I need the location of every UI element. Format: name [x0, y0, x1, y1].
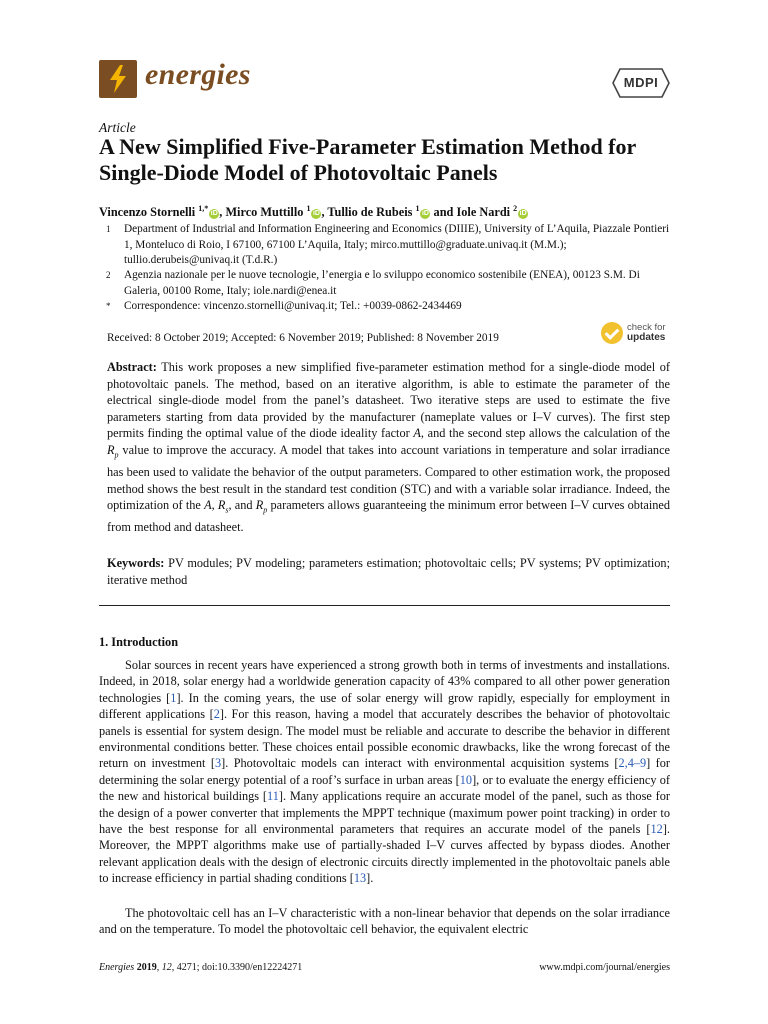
- publisher-name: MDPI: [623, 75, 659, 90]
- author-affiliation-marker: 1: [415, 204, 420, 213]
- journal-name[interactable]: energies: [145, 58, 251, 91]
- orcid-icon[interactable]: iD: [519, 210, 527, 218]
- article-type: Article: [99, 120, 136, 135]
- check-label-bottom: updates: [627, 332, 666, 343]
- author-affiliation-marker: 2: [513, 204, 518, 213]
- author-name[interactable]: Vincenzo Stornelli: [99, 205, 199, 220]
- paragraph-text: Solar sources in recent years have experienced a strong growth both in terms of investments and installations. Indeed, in 2018, solar energy had a worldwide generation capacity of 43% compared to all other power generation technologies [1]. In the coming years, the use of solar energy will grow rapidly, especially for employment in different applications [2]. For this reason, having a model that accurately describes the behavior of photovoltaic panels is essential for system design. The model must be reliable and accurate to describe the behavior in different environmental conditions better. These choices entail possible economic drawbacks, like the wrong forecast of the return on investment [3]. Photovoltaic models can interact with environmental acquisition systems [2,4–9] for determining the solar energy potential of a roof’s surface in urban areas [10], or to evaluate the energy efficiency of the new and historical buildings [11]. Many applications require an accurate model of the panel, such as those for the design of a power converter that implements the MPPT technique (maximum power point tracking) in order to have the best response for all environmental parameters that requires an accurate model of the panels [12]. Moreover, the MPPT algorithms make use of partially-shaded I–V curves affected by bypass diodes. Another relevant application deals with the design of electronic circuits directly implemented in the photovoltaic panels able to increase efficiency in partial shading conditions [13].: [99, 658, 671, 886]
- check-icon: [601, 322, 623, 344]
- author-affiliation-marker: 1,*: [198, 204, 209, 213]
- publisher-logo[interactable]: [612, 68, 670, 98]
- footer-doi: , 4271; doi:10.3390/en12224271: [171, 962, 303, 973]
- keywords-label: Keywords:: [107, 556, 165, 570]
- paper-title: A New Simplified Five-Parameter Estimation Method for Single-Diode Model of Photovoltaic Panels: [99, 134, 636, 185]
- affiliation-2: [99, 268, 674, 300]
- footer-url-link[interactable]: www.mdpi.com/journal/energies: [539, 962, 670, 973]
- author-affiliation-marker: 1: [306, 204, 311, 213]
- affiliation-number: 2: [106, 270, 111, 280]
- journal-logo-icon: [99, 60, 137, 98]
- affiliation-text: Department of Industrial and Information Engineering and Economics (DIIIE), University of L’Aquila, Piazzale Pontieri 1, Monteluco di Roio, I 67100, 67100 L’Aquila, Italy; mirco.muttillo@graduate.univaq.it (M.M.); tullio.derubeis@univaq.it (T.d.R.): [124, 223, 670, 267]
- correspondence: [99, 299, 674, 315]
- author-name[interactable]: Tullio de Rubeis: [327, 205, 416, 220]
- affiliation-number: 1: [106, 224, 111, 234]
- footer-citation: Energies 2019, 12, 4271; doi:10.3390/en12224271: [99, 962, 303, 973]
- orcid-icon[interactable]: iD: [421, 210, 429, 218]
- paragraph-text: The photovoltaic cell has an I–V characteristic with a non-linear behavior that depends on the solar irradiance and on the temperature. To model the photovoltaic cell behavior, the equivalent electric: [99, 906, 670, 937]
- check-for-updates-button[interactable]: [601, 322, 676, 348]
- author-name[interactable]: Mirco Muttillo: [225, 205, 307, 220]
- orcid-icon[interactable]: iD: [210, 210, 218, 218]
- footer-volume: 12: [161, 962, 172, 973]
- author-list: [99, 204, 679, 220]
- keywords-text: PV modules; PV modeling; parameters estimation; photovoltaic cells; PV systems; PV optimization; iterative method: [107, 556, 670, 587]
- intro-paragraph-2: [99, 905, 670, 938]
- check-label-top: check for: [627, 322, 666, 333]
- abstract-text: This work proposes a new simplified five-parameter estimation method for a single-diode model of photovoltaic panels. The method, based on an iterative algorithm, is able to estimate the parameter of the electrical single-diode model from the panel’s datasheet. Two iterative steps are used to estimate the five parameters starting from data provided by the manufacturer (nameplate values or I–V curves). The first step permits finding the optimal value of the diode ideality factor A, and the second step allows the calculation of the $R_p$ value to improve the accuracy. A model that takes into account variations in temperature and solar irradiance has been used to validate the behavior of the output parameters. Compared to other estimation work, the proposed method shows the best result in the standard test condition (STC) and with a variable solar irradiance. Indeed, the optimization of the A, $R_s$, and $R_p$ parameters allows guaranteeing the minimum error between I–V curves obtained from method and datasheet.: [107, 360, 671, 535]
- author-separator: and: [430, 205, 457, 220]
- section-heading: 1. Introduction: [99, 635, 179, 649]
- abstract: [107, 359, 670, 536]
- footer-year: 2019: [136, 962, 157, 973]
- abstract-label: Abstract:: [107, 360, 157, 374]
- intro-paragraph-1: [99, 657, 670, 887]
- author-separator: ,: [321, 205, 328, 220]
- affiliation-text: Agenzia nazionale per le nuove tecnologie, l’energia e lo sviluppo economico sostenibile (ENEA), 00123 S.M. Di Galeria, 00100 Rome, Italy; iole.nardi@enea.it: [124, 269, 640, 297]
- footer-journal: Energies: [99, 962, 135, 973]
- author-separator: ,: [219, 205, 226, 220]
- divider: [99, 605, 670, 606]
- correspondence-text: Correspondence: vincenzo.stornelli@univaq.it; Tel.: +0039-0862-2434469: [124, 300, 462, 312]
- affiliation-number: *: [106, 301, 111, 311]
- author-name[interactable]: Iole Nardi: [456, 205, 514, 220]
- publication-dates: Received: 8 October 2019; Accepted: 6 November 2019; Published: 8 November 2019: [107, 332, 499, 344]
- orcid-icon[interactable]: iD: [312, 210, 320, 218]
- keywords: [107, 555, 670, 588]
